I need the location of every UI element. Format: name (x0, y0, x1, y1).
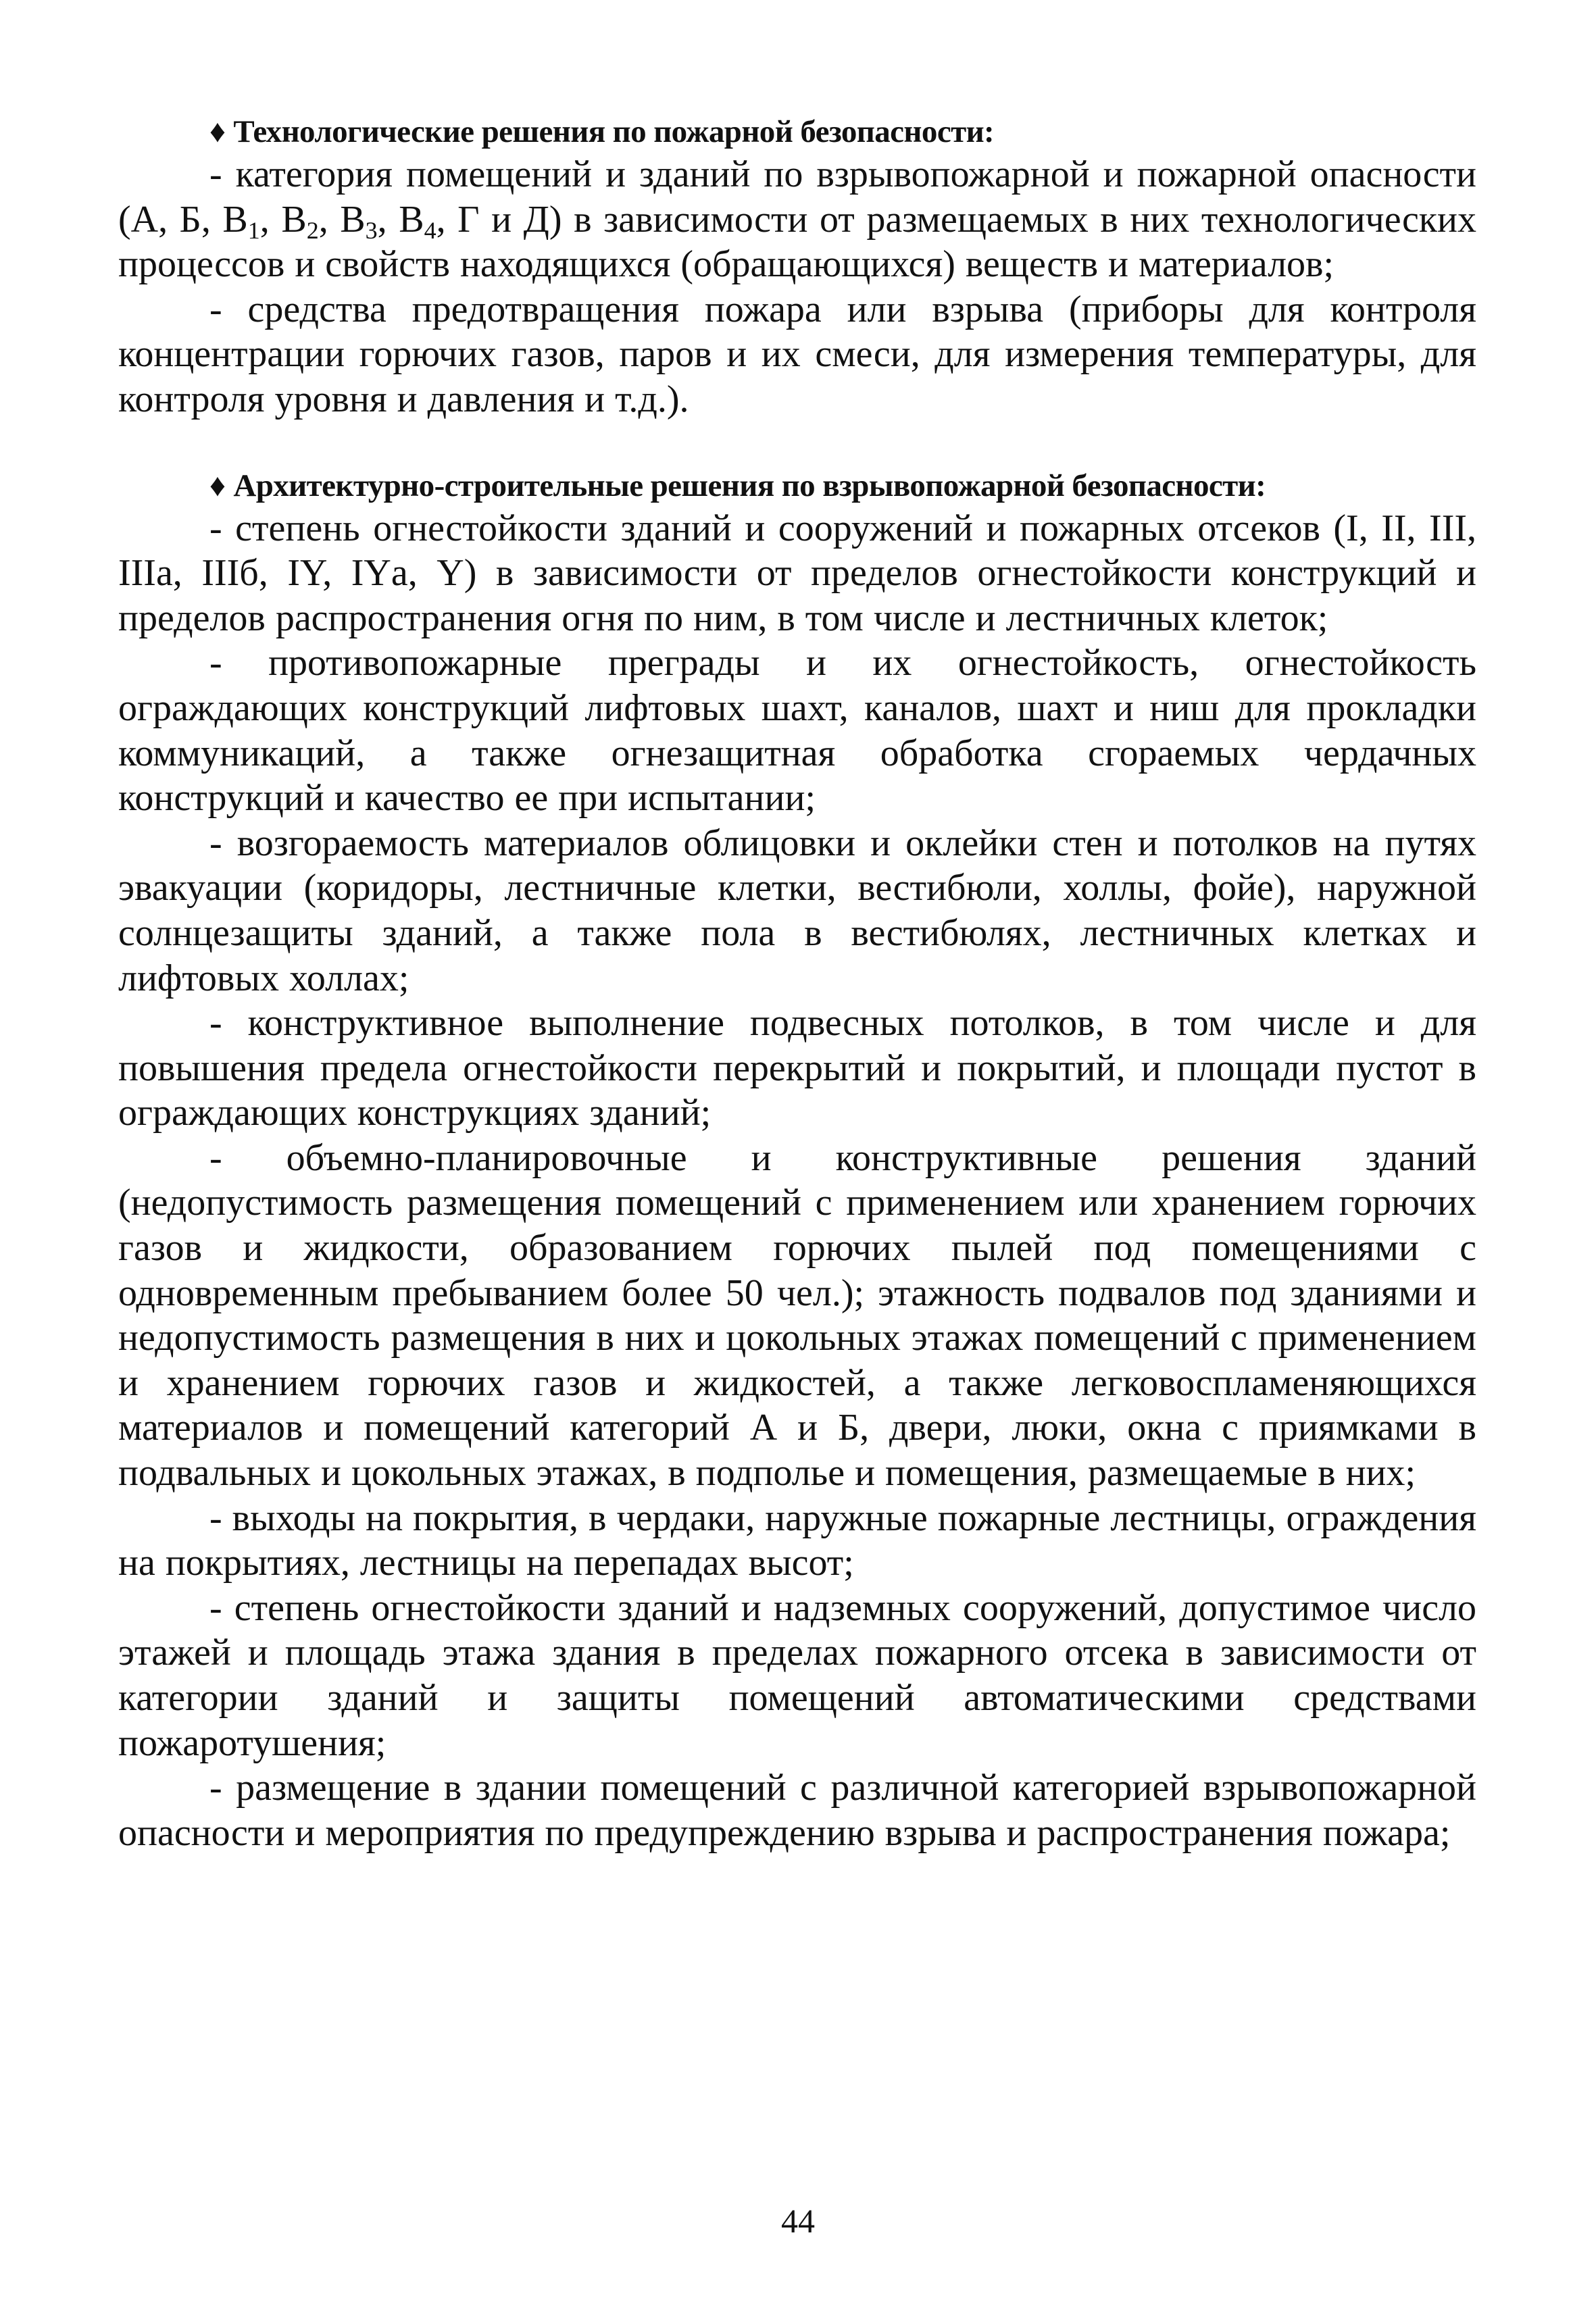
section-heading-technological (118, 111, 1476, 152)
paragraph-suspended-ceilings: - конструктивное выполнение подвесных потолков, в том числе и для повышения предела огнестойкости перекрытий и покрытий, и площади пустот в ограждающих конструкциях зданий; (118, 1002, 1476, 1134)
subscript: 4 (424, 216, 437, 244)
subscript: 2 (306, 216, 319, 244)
paragraph-room-categories (118, 152, 1476, 287)
document-page (118, 111, 1476, 1855)
paragraph-prevention-means: - средства предотвращения пожара или взрыва (приборы для контроля концентрации горючих газов, паров и их смеси, для измерения температуры, для контроля уровня и давления и т.д.). (118, 288, 1476, 420)
subscript: 3 (365, 216, 378, 244)
section-heading-architectural (118, 466, 1476, 506)
paragraph-storeys-and-area: - степень огнестойкости зданий и надземных сооружений, допустимое число этажей и площадь этажа здания в пределах пожарного отсека в зависимости от категории зданий и защиты помещений автоматическими средствами пожаротушения; (118, 1586, 1476, 1764)
paragraph-material-flammability: - возгораемость материалов облицовки и оклейки стен и потолков на путях эвакуации (коридоры, лестничные клетки, вестибюли, холлы, фойе), наружной солнцезащиты зданий, а также пола в вестибюлях, лестничных клетках и лифтовых холлах; (118, 822, 1476, 999)
diamond-bullet-icon: ♦ (209, 468, 226, 503)
section-spacer (118, 422, 1476, 466)
paragraph-room-placement: - размещение в здании помещений с различной категорией взрывопожарной опасности и мероприятия по предупреждению взрыва и распространения пожара; (118, 1767, 1476, 1854)
text-run: , В (377, 198, 424, 241)
paragraph-planning-solutions: - объемно-планировочные и конструктивные решения зданий (недопустимость размещения помещений с применением или хранением горючих газов и жидкости, образованием горючих пылей под помещениями с одновременным пребыванием более 50 чел.); этажность подвалов под зданиями и недопустимость размещения в них и цокольных этажах помещений с применением и хранением горючих газов и жидкостей, а также легковоспламеняющихся материалов и помещений категорий А и Б, двери, люки, окна с приямками в подвальных и цокольных этажах, в подполье и помещения, размещаемые в них; (118, 1136, 1476, 1494)
paragraph-roof-exits: - выходы на покрытия, в чердаки, наружные пожарные лестницы, ограждения на покрытиях, лестницы на перепадах высот; (118, 1496, 1476, 1584)
subscript: 1 (247, 216, 260, 244)
heading-text: Архитектурно-строительные решения по взрывопожарной безопасности: (233, 468, 1266, 503)
paragraph-fire-resistance-degree: - степень огнестойкости зданий и сооружений и пожарных отсеков (I, II, III, IIIа, IIIб, IY, IYа, Y) в зависимости от пределов огнестойкости конструкций и пределов распространения огня по ним, в том числе и лестничных клеток; (118, 507, 1476, 639)
text-run: , Г и Д) в зависимости от размещаемых в них технологических процессов и свойств находящихся (обращающихся) веществ и материалов; (118, 198, 1476, 286)
text-run: - категория помещений и зданий по взрывопожарной и пожарной опасности (А, Б, В (118, 153, 1476, 241)
text-run: , В (318, 198, 366, 241)
paragraph-fire-barriers: - противопожарные преграды и их огнестойкость, огнестойкость ограждающих конструкций лифтовых шахт, каналов, шахт и ниш для прокладки коммуникаций, а также огнезащитная обработка сгораемых чердачных конструкций и качество ее при испытании; (118, 642, 1476, 820)
page-number: 44 (781, 2202, 815, 2240)
heading-text: Технологические решения по пожарной безопасности: (233, 114, 995, 149)
diamond-bullet-icon: ♦ (209, 114, 226, 149)
text-run: , В (259, 198, 307, 241)
